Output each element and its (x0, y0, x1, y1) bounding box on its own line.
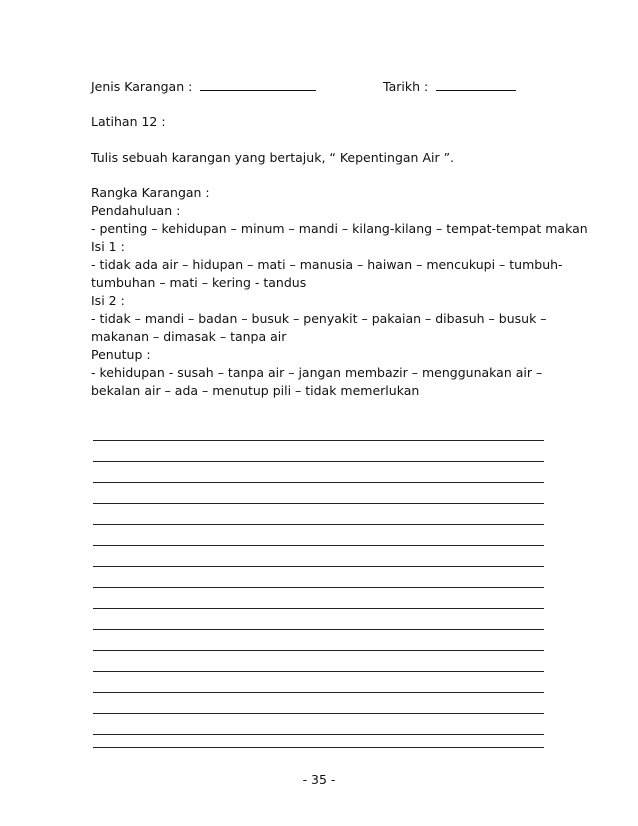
isi1-heading: Isi 1 : (91, 239, 125, 254)
writing-line[interactable] (93, 545, 544, 546)
isi1-points-line2: tumbuhan – mati – kering - tandus (91, 275, 307, 290)
writing-line[interactable] (93, 461, 544, 462)
tarikh-blank[interactable] (436, 78, 516, 91)
writing-line[interactable] (93, 650, 544, 651)
writing-line[interactable] (93, 629, 544, 630)
writing-line[interactable] (93, 440, 544, 441)
writing-line[interactable] (93, 503, 544, 504)
writing-line[interactable] (93, 587, 544, 588)
page-number: - 35 - (302, 772, 336, 787)
jenis-karangan-field (91, 78, 316, 96)
isi2-points-line1: - tidak – mandi – badan – busuk – penyakit – pakaian – dibasuh – busuk – (91, 311, 547, 326)
writing-line[interactable] (93, 713, 544, 714)
writing-line[interactable] (93, 734, 544, 735)
writing-line[interactable] (93, 608, 544, 609)
isi2-heading: Isi 2 : (91, 293, 125, 308)
pendahuluan-points: - penting – kehidupan – minum – mandi – kilang-kilang – tempat-tempat makan (91, 221, 588, 236)
writing-line[interactable] (93, 566, 544, 567)
tarikh-label: Tarikh : (383, 79, 429, 94)
isi1-points-line1: - tidak ada air – hidupan – mati – manusia – haiwan – mencukupi – tumbuh- (91, 257, 563, 272)
isi2-points-line2: makanan – dimasak – tanpa air (91, 329, 287, 344)
penutup-heading: Penutup : (91, 347, 151, 362)
jenis-karangan-label: Jenis Karangan : (91, 79, 193, 94)
writing-line[interactable] (93, 671, 544, 672)
outline-title: Rangka Karangan : (91, 185, 210, 200)
jenis-karangan-blank[interactable] (200, 78, 316, 91)
penutup-points-line1: - kehidupan - susah – tanpa air – jangan membazir – menggunakan air – (91, 365, 543, 380)
writing-line[interactable] (93, 524, 544, 525)
instruction-text: Tulis sebuah karangan yang bertajuk, “ Kepentingan Air ”. (91, 150, 455, 165)
penutup-points-line2: bekalan air – ada – menutup pili – tidak memerlukan (91, 383, 420, 398)
writing-line[interactable] (93, 747, 544, 748)
writing-line[interactable] (93, 482, 544, 483)
exercise-number: Latihan 12 : (91, 114, 166, 129)
tarikh-field (383, 78, 516, 96)
pendahuluan-heading: Pendahuluan : (91, 203, 181, 218)
writing-line[interactable] (93, 692, 544, 693)
